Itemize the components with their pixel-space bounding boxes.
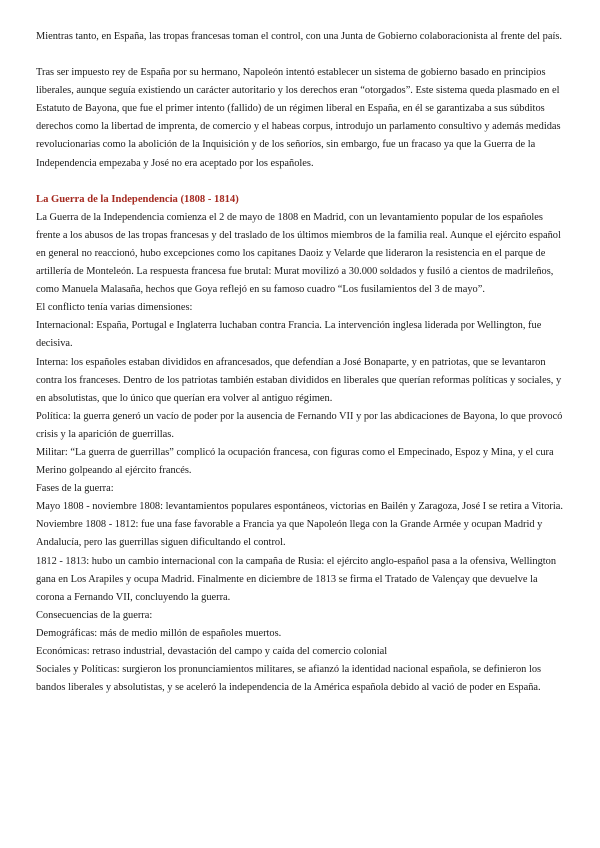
phase-2: Noviembre 1808 - 1812: fue una fase favorable a Francia ya que Napoleón llega con la Grande Armée y ocupan Madrid y Andalucía, pero las guerrillas siguen dificultando el control.: [36, 519, 543, 549]
phase-1: Mayo 1808 - noviembre 1808: levantamientos populares espontáneos, victorias en Bailén y Zaragoza, José I se retira a Vitoria.: [36, 501, 563, 513]
intro-paragraph: Tras ser impuesto rey de España por su hermano, Napoleón intentó establecer un sistema de gobierno basado en principios liberales, aunque seguía existiendo un carácter autoritario y los derechos eran “otorgados”. Este sistema queda plasmado en el Estatuto de Bayona, que fue el primer intento (fallido) de un régimen liberal en España, en él se garantizaba a sus súbditos derechos como la libertad de imprenta, de comercio y el habeas corpus, introdujo un parlamento consultivo y además medidas revolucionarias como la abolición de la Inquisición y de los señoríos, sin embargo, fue un fracaso ya que la Guerra de la Independencia empezaba y José no era aceptado por los españoles.: [36, 67, 561, 169]
consequences-intro: Consecuencias de la guerra:: [36, 609, 153, 621]
consequence-demographic: Demográficas: más de medio millón de españoles muertos.: [36, 627, 282, 639]
document-page: [36, 28, 566, 697]
phase-3: 1812 - 1813: hubo un cambio internacional con la campaña de Rusia: el ejército anglo-español pasa a la ofensiva, Wellington gana en Los Arapiles y ocupa Madrid. Finalmente en diciembre de 1813 se firma el Tratado de Valençay que devuelve la corona a Fernando VII, concluyendo la guerra.: [36, 555, 557, 603]
dimensions-intro: El conflicto tenía varias dimensiones:: [36, 302, 193, 314]
section-heading: La Guerra de la Independencia (1808 - 1814): [36, 193, 239, 205]
paragraph-gap: [36, 46, 566, 64]
dimension-political: Política: la guerra generó un vacío de poder por la ausencia de Fernando VII y por las abdicaciones de Bayona, lo que provocó crisis y la aparición de guerrillas.: [36, 410, 563, 440]
paragraph-gap: [36, 173, 566, 191]
dimension-military: Militar: “La guerra de guerrillas” complicó la ocupación francesa, con figuras como el Empecinado, Espoz y Mina, y el cura Merino golpeando al ejército francés.: [36, 446, 554, 477]
consequence-economic: Económicas: retraso industrial, devastación del campo y caída del comercio colonial: [36, 646, 388, 657]
consequence-social-political: Sociales y Políticas: surgieron los pronunciamientos militares, se afianzó la identidad nacional española, se definieron los bandos liberales y absolutistas, y se aceleró la independencia de la América española debido al vació de poder en España.: [36, 664, 542, 694]
phases-intro: Fases de la guerra:: [36, 483, 114, 495]
dimension-internal: Interna: los españoles estaban divididos en afrancesados, que defendían a José Bonaparte, y en patriotas, que se levantaron contra los franceses. Dentro de los patriotas también estaban divididos en liberales que querían reformas políticas y sociales, y en absolutistas, que lo único que querían era volver al antiguo régimen.: [36, 356, 562, 404]
dimension-international: Internacional: España, Portugal e Inglaterra luchaban contra Francia. La intervención inglesa liderada por Wellington, fue decisiva.: [36, 320, 542, 350]
intro-paragraph: Mientras tanto, en España, las tropas francesas toman el control, con una Junta de Gobierno colaboracionista al frente del país.: [36, 31, 562, 42]
section-paragraph-start: La Guerra de la Independencia comienza el 2 de mayo de 1808 en Madrid, con un levantamiento popular de los españoles frente a los abusos de las tropas francesas y del traslado de los últimos miembros de la familia real. Aunque el ejército español en general no reaccionó, hubo excepciones como los capitanes Daoiz y Velarde que lideraron la resistencia en el parque de artillería de Monteleón. La respuesta francesa fue brutal: Murat movilizó a 30.000 soldados y fusiló a cientos de madrileños, como Manuela Malasaña, hechos que Goya reflejó en su famoso cuadro “Los fusilamientos del 3 de mayo”.: [36, 211, 561, 296]
